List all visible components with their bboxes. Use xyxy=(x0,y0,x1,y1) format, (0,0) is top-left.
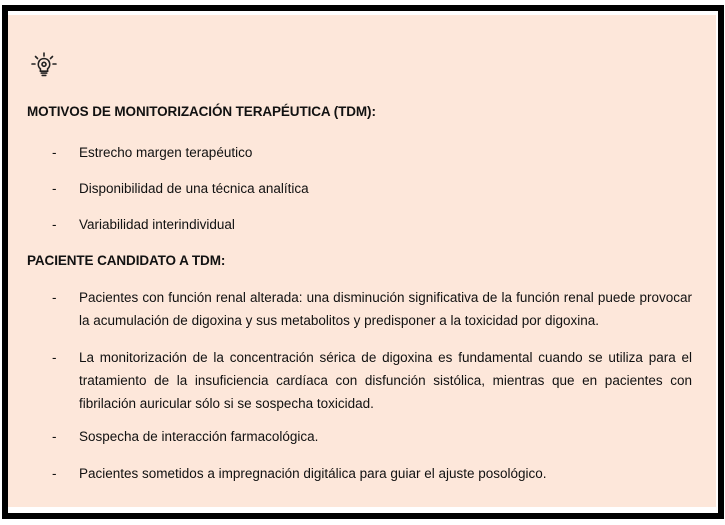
bullet-dash: - xyxy=(52,429,57,444)
list-item-text: Pacientes con función renal alterada: una disminución significativa de la función renal puede provocar la acumulación de digoxina y sus metabolitos y predisponer a la toxicidad por digoxina. xyxy=(79,290,692,328)
section-heading-paciente-candidato: PACIENTE CANDIDATO A TDM: xyxy=(27,253,226,268)
bullet-dash: - xyxy=(52,145,57,160)
bullet-dash: - xyxy=(52,181,57,196)
info-box-panel xyxy=(8,15,716,507)
list-item-text: Disponibilidad de una técnica analítica xyxy=(79,181,309,196)
info-box-frame xyxy=(2,5,724,519)
list-item-text: Sospecha de interacción farmacológica. xyxy=(79,429,319,444)
list-item-text: Variabilidad interindividual xyxy=(79,217,235,232)
lightbulb-icon xyxy=(29,51,59,81)
list-item-text: Pacientes sometidos a impregnación digitálica para guiar el ajuste posológico. xyxy=(79,466,547,481)
bullet-dash: - xyxy=(52,466,57,481)
bullet-dash: - xyxy=(52,217,57,232)
bullet-dash: - xyxy=(52,350,57,365)
list-item-text: La monitorización de la concentración sérica de digoxina es fundamental cuando se utiliza para el tratamiento de la insuficiencia cardíaca con disfunción sistólica, mientras que en pacientes con fibrilación auricular sólo si se sospecha toxicidad. xyxy=(79,350,692,411)
list-item-text: Estrecho margen terapéutico xyxy=(79,145,253,160)
section-heading-motivos: MOTIVOS DE MONITORIZACIÓN TERAPÉUTICA (TDM): xyxy=(27,104,376,119)
bullet-dash: - xyxy=(52,290,57,305)
